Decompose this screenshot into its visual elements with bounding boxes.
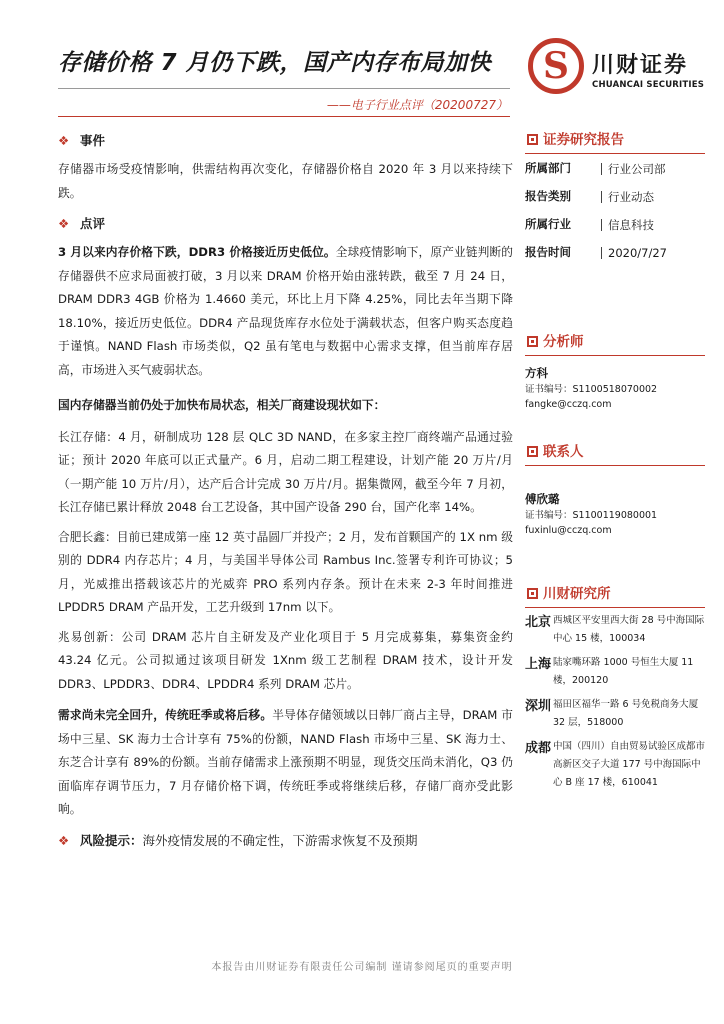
logo-symbol: S: [543, 45, 569, 87]
page-footer: 本报告由川财证券有限责任公司编制 谨请参阅尾页的重要声明: [211, 962, 513, 973]
section-risk: [58, 830, 513, 852]
sidebar-contact-head: [525, 442, 705, 462]
risk-title: 风险提示：: [80, 832, 143, 848]
paragraph-demand-body: 半导体存储领域以日韩厂商占主导，DRAM 市场中三星、SK 海力士合计享有 75%的份额，NAND Flash 市场中三星、SK 海力士、东芝合计享有 89%的份额。当前存储需求上涨预期不明显，现货交压尚未消化，Q3 仍面临库存调节压力，7 月存储价格下调，传统旺季或将继续后移，存储厂商亦受此影响。: [58, 708, 513, 816]
paragraph-price-trend-body: 全球疫情影响下，原产业链判断的存储器供不应求局面被打破，3 月以来 DRAM 价格开始由涨转跌，截至 7 月 24 日，DRAM DDR3 4GB 价格为 1.4660 美元，环比上月下降 4.25%，同比去年当期下降 18.10%，接近历史低位。DDR4 产品现货库存水位处于满载状态，但客户购买态度趋于谨慎。NAND Flash 市场类似，Q2 虽有笔电与数据中心需求支撑，但当前库存居高，市场进入买气疲弱状态。: [58, 245, 513, 377]
office-shenzhen: [525, 696, 705, 732]
info-row-date: [525, 238, 705, 266]
analyst-email[interactable]: fangke@cczq.com: [525, 399, 612, 410]
square-bullet-icon: [527, 336, 538, 347]
contact-email[interactable]: fuxinlu@cczq.com: [525, 525, 612, 536]
sidebar-contact-title: 联系人: [543, 444, 584, 460]
info-row-department: [525, 154, 705, 182]
analyst-name: 方科: [525, 366, 548, 380]
report-title: 存储价格 7 月仍下跌，国产内存布局加快: [58, 50, 492, 76]
info-value: 2020/7/27: [601, 247, 667, 259]
event-paragraph: 存储器市场受疫情影响，供需结构再次变化，存储器价格自 2020 年 3 月以来持续下跌。: [58, 162, 513, 200]
sidebar-report-title: 证券研究报告: [543, 132, 624, 148]
logo-circle-icon: [528, 38, 584, 94]
info-row-industry: [525, 210, 705, 238]
office-city: 上海: [525, 657, 552, 672]
header-red-rule: [58, 116, 510, 117]
paragraph-demand-lead: 需求尚未完全回升，传统旺季或将后移。: [58, 708, 273, 722]
section-event-title: 事件: [80, 133, 106, 148]
diamond-bullet-icon: ❖: [58, 216, 70, 231]
square-bullet-icon: [527, 588, 538, 599]
paragraph-ymtc: 长江存储：4 月，研制成功 128 层 QLC 3D NAND，在多家主控厂商终端产品通过验证；预计 2020 年底可以正式量产。6 月，启动二期工程建设，计划产能 20 万片/月（一期产能 10 万片/月），达产后合计完成 30 万片/月。据集微网，截至今年 7 月初，长江存储已累计释放 2048 台工艺设备，其中国产设备 290 台，国产化率 14%。: [58, 429, 513, 514]
square-bullet-icon: [527, 446, 538, 457]
title-divider: [58, 88, 510, 89]
paragraph-price-trend: [58, 241, 513, 382]
analyst-cert: 证书编号：S1100518070002: [525, 384, 658, 395]
sidebar-institute-head: [525, 584, 705, 604]
paragraph-gigadevice: 兆易创新：公司 DRAM 芯片自主研发及产业化项目于 5 月完成募集，募集资金约 43.24 亿元。公司拟通过该项目研发 1Xnm 级工艺制程 DRAM 技术，设计开发 DDR3、LPDDR3、DDR4、LPDDR4 系列 DRAM 芯片。: [58, 629, 513, 691]
office-city: 成都: [525, 741, 552, 756]
info-key: 所属行业: [525, 217, 571, 231]
paragraph-demand: [58, 704, 513, 822]
report-subtitle: ——电子行业点评（20200727）: [326, 98, 508, 112]
paragraph-domestic-heading: [58, 394, 513, 418]
sidebar: [525, 130, 705, 798]
main-column: [58, 130, 513, 852]
section-comment: [58, 213, 513, 235]
contact-cert: 证书编号：S1100119080001: [525, 510, 658, 521]
sidebar-divider: [525, 355, 705, 356]
sidebar-analyst-title: 分析师: [543, 334, 584, 350]
office-address: 中国（四川）自由贸易试验区成都市高新区交子大道 177 号中海国际中心 B 座 17 楼，610041: [553, 741, 706, 788]
info-value: 信息科技: [601, 219, 654, 231]
info-value: 行业动态: [601, 191, 654, 203]
info-key: 所属部门: [525, 161, 571, 175]
office-chengdu: [525, 738, 705, 792]
office-shanghai: [525, 654, 705, 690]
diamond-bullet-icon: ❖: [58, 133, 70, 148]
risk-text: 海外疫情发展的不确定性，下游需求恢复不及预期: [142, 832, 418, 848]
paragraph-cxmt: 合肥长鑫：目前已建成第一座 12 英寸晶圆厂并投产；2 月，发布首颗国产的 1X nm 级别的 DDR4 内存芯片；4 月，与美国半导体公司 Rambus Inc.签署专利许可协议；5 月，光威推出搭载该芯片的光威弈 PRO 系列内存条。预计在未来 2-3 年时间推进 LPDDR5 DRAM 产品开发，工艺升级到 17nm 以下。: [58, 529, 513, 614]
office-address: 福田区福华一路 6 号免税商务大厦 32 层，518000: [553, 699, 699, 728]
office-city: 深圳: [525, 699, 552, 714]
office-address: 西城区平安里西大街 28 号中海国际中心 15 楼，100034: [553, 615, 705, 644]
info-key: 报告时间: [525, 245, 571, 259]
section-comment-title: 点评: [80, 216, 106, 231]
office-city: 北京: [525, 615, 552, 630]
paragraph-price-trend-lead: 3 月以来内存价格下跌，DDR3 价格接近历史低位。: [58, 245, 336, 259]
logo-name-cn: 川财证券: [592, 53, 689, 78]
logo-name-en: CHUANCAI SECURITIES: [592, 80, 705, 90]
office-beijing: [525, 612, 705, 648]
sidebar-report-head: [525, 130, 705, 150]
diamond-bullet-icon: ❖: [58, 832, 70, 848]
sidebar-analyst-head: [525, 332, 705, 352]
contact-name: 傅欣璐: [525, 492, 560, 506]
company-logo: [528, 38, 705, 102]
info-row-category: [525, 182, 705, 210]
square-bullet-icon: [527, 134, 538, 145]
section-event: [58, 130, 513, 152]
office-address: 陆家嘴环路 1000 号恒生大厦 11 楼，200120: [553, 657, 694, 686]
info-value: 行业公司部: [601, 163, 666, 175]
sidebar-institute-title: 川财研究所: [543, 586, 611, 602]
info-key: 报告类别: [525, 189, 571, 203]
paragraph-domestic-lead: 国内存储器当前仍处于加快布局状态，相关厂商建设现状如下：: [58, 398, 386, 412]
